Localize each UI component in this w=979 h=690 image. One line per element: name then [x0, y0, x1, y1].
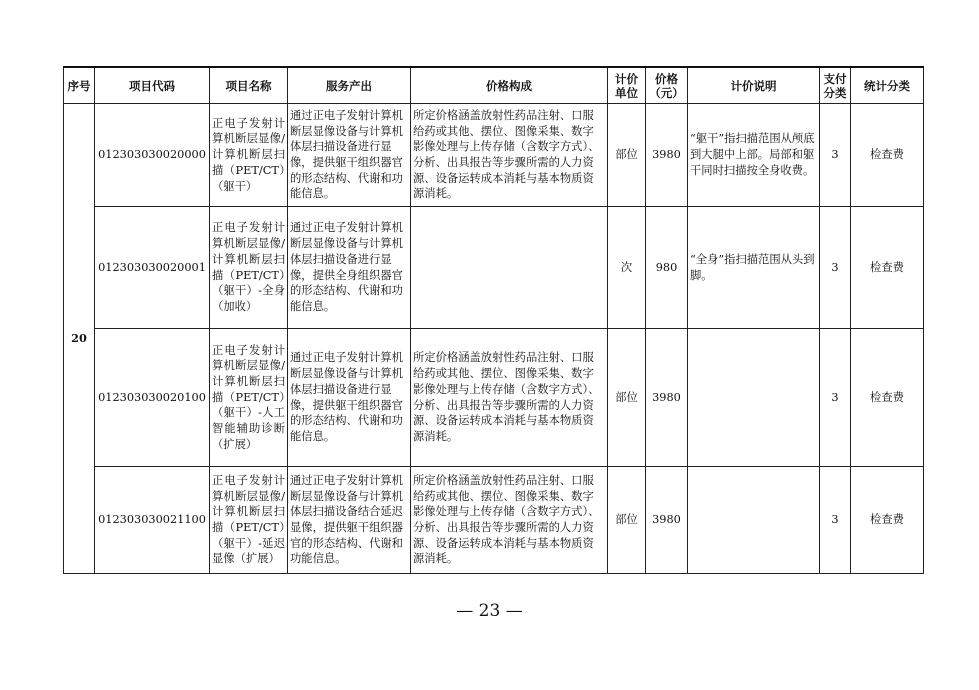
group-seq: 20	[64, 104, 95, 574]
cell-stat: 检查费	[851, 207, 924, 329]
cell-code: 012303030020000	[95, 104, 210, 207]
header-stat: 统计分类	[851, 67, 924, 104]
header-pay: 支付分类	[820, 67, 851, 104]
header-price-composition: 价格构成	[411, 67, 608, 104]
cell-price-composition	[411, 207, 608, 329]
cell-stat: 检查费	[851, 329, 924, 467]
cell-name: 正电子发射计算机断层显像/计算机断层扫描（PET/CT）（躯干）-全身（加收）	[210, 207, 288, 329]
cell-unit: 部位	[608, 467, 646, 574]
cell-code: 012303030021100	[95, 467, 210, 574]
cell-pay: 3	[820, 467, 851, 574]
cell-name: 正电子发射计算机断层显像/计算机断层扫描（PET/CT）（躯干）-人工智能辅助诊断（扩展）	[210, 329, 288, 467]
cell-desc: “全身”指扫描范围从头到脚。	[688, 207, 820, 329]
cell-code: 012303030020001	[95, 207, 210, 329]
price-table	[63, 66, 924, 574]
cell-output: 通过正电子发射计算机断层显像设备与计算机体层扫描设备进行显像，提供躯干组织器官的形态结构、代谢和功能信息。	[288, 104, 411, 207]
table-row	[64, 329, 924, 467]
cell-pay: 3	[820, 329, 851, 467]
header-unit: 计价单位	[608, 67, 646, 104]
cell-stat: 检查费	[851, 104, 924, 207]
cell-desc	[688, 467, 820, 574]
header-desc: 计价说明	[688, 67, 820, 104]
cell-output: 通过正电子发射计算机断层显像设备与计算机体层扫描设备结合延迟显像，提供躯干组织器官的形态结构、代谢和功能信息。	[288, 467, 411, 574]
cell-desc: “躯干”指扫描范围从颅底到大腿中上部。局部和躯干同时扫描按全身收费。	[688, 104, 820, 207]
header-name: 项目名称	[210, 67, 288, 104]
header-row	[64, 67, 924, 104]
table-row	[64, 207, 924, 329]
cell-price: 3980	[646, 104, 688, 207]
cell-price: 980	[646, 207, 688, 329]
cell-unit: 部位	[608, 104, 646, 207]
cell-price-composition: 所定价格涵盖放射性药品注射、口服给药或其他、摆位、图像采集、数字影像处理与上传存储（含数字方式）、分析、出具报告等步骤所需的人力资源、设备运转成本消耗与基本物质资源消耗。	[411, 467, 608, 574]
cell-output: 通过正电子发射计算机断层显像设备与计算机体层扫描设备进行显像，提供躯干组织器官的形态结构、代谢和功能信息。	[288, 329, 411, 467]
cell-stat: 检查费	[851, 467, 924, 574]
cell-unit: 次	[608, 207, 646, 329]
cell-pay: 3	[820, 207, 851, 329]
cell-price-composition: 所定价格涵盖放射性药品注射、口服给药或其他、摆位、图像采集、数字影像处理与上传存储（含数字方式）、分析、出具报告等步骤所需的人力资源、设备运转成本消耗与基本物质资源消耗。	[411, 329, 608, 467]
cell-name: 正电子发射计算机断层显像/计算机断层扫描（PET/CT）（躯干）	[210, 104, 288, 207]
header-code: 项目代码	[95, 67, 210, 104]
header-output: 服务产出	[288, 67, 411, 104]
cell-desc	[688, 329, 820, 467]
cell-price: 3980	[646, 467, 688, 574]
cell-output: 通过正电子发射计算机断层显像设备与计算机体层扫描设备进行显像，提供全身组织器官的形态结构、代谢和功能信息。	[288, 207, 411, 329]
header-seq: 序号	[64, 67, 95, 104]
cell-price: 3980	[646, 329, 688, 467]
cell-unit: 部位	[608, 329, 646, 467]
page-number: — 23 —	[456, 601, 523, 621]
header-price: 价格（元）	[646, 67, 688, 104]
table-row	[64, 104, 924, 207]
cell-pay: 3	[820, 104, 851, 207]
cell-code: 012303030020100	[95, 329, 210, 467]
cell-price-composition: 所定价格涵盖放射性药品注射、口服给药或其他、摆位、图像采集、数字影像处理与上传存储（含数字方式）、分析、出具报告等步骤所需的人力资源、设备运转成本消耗与基本物质资源消耗。	[411, 104, 608, 207]
table-row	[64, 467, 924, 574]
cell-name: 正电子发射计算机断层显像/计算机断层扫描（PET/CT）（躯干）-延迟显像（扩展）	[210, 467, 288, 574]
